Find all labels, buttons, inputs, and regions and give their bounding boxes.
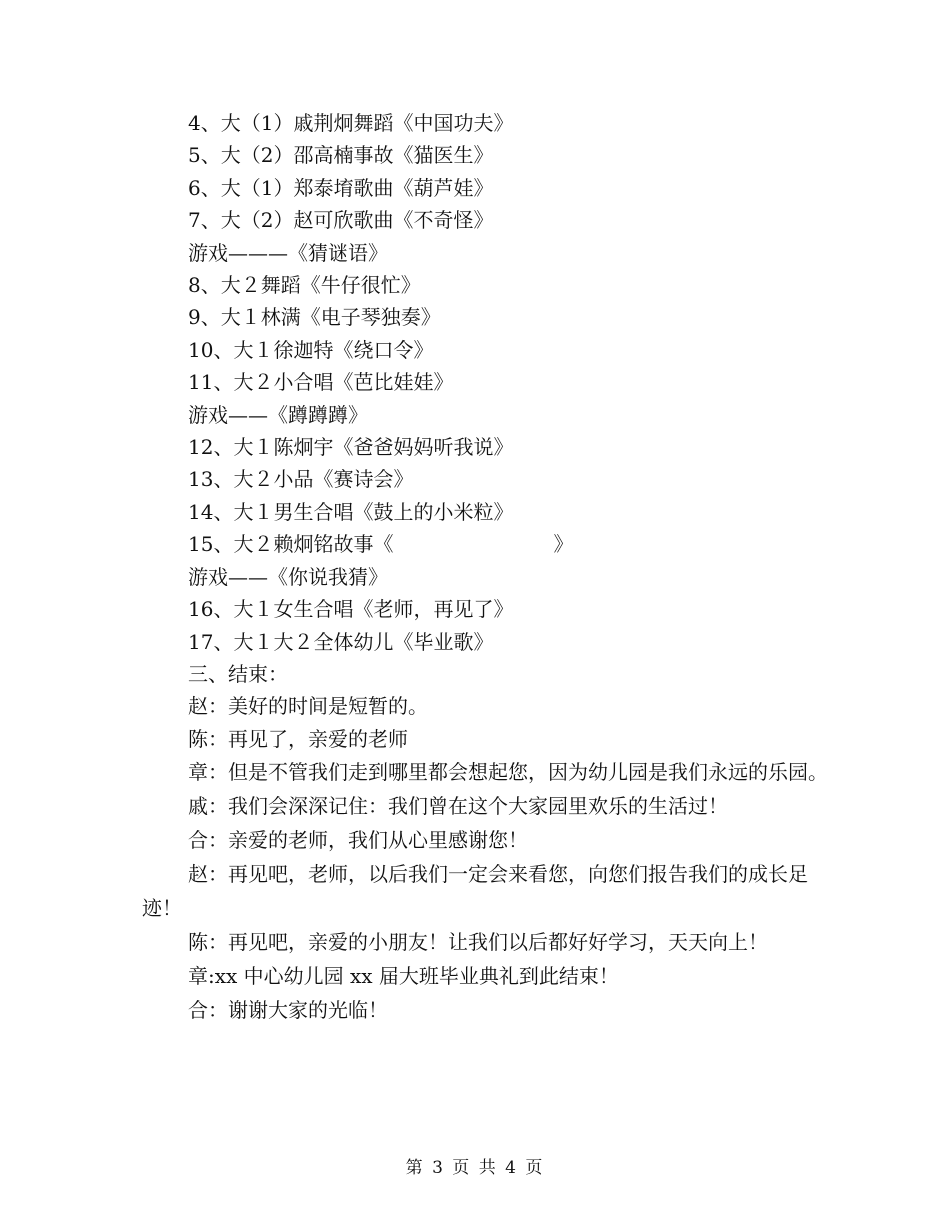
program-item: 7、大（2）赵可欣歌曲《不奇怪》 [188, 208, 494, 233]
dialogue-line: 赵：美好的时间是短暂的。 [188, 694, 428, 719]
program-item: 游戏——《你说我猜》 [188, 564, 388, 589]
program-item: 10、大１徐迦特《绕口令》 [188, 337, 434, 362]
program-item: 游戏———《猜谜语》 [188, 240, 388, 265]
section-heading: 三、结束： [188, 661, 288, 686]
program-item: 16、大１女生合唱《老师，再见了》 [188, 597, 514, 622]
dialogue-paragraph: 戚：我们会深深记住：我们曾在这个大家园里欢乐的生活过！ [188, 794, 728, 819]
document-body [142, 107, 842, 1027]
program-item: 12、大１陈炯宇《爸爸妈妈听我说》 [188, 435, 514, 460]
dialogue-paragraph: 章:xx 中心幼儿园 xx 届大班毕业典礼到此结束！ [188, 964, 619, 989]
dialogue-paragraph: 合：亲爱的老师，我们从心里感谢您！ [188, 828, 528, 853]
program-item: 14、大１男生合唱《鼓上的小米粒》 [188, 499, 514, 524]
program-item: 15、大２赖炯铭故事《 》 [188, 532, 574, 557]
program-item: 8、大２舞蹈《牛仔很忙》 [188, 273, 421, 298]
dialogue-line: 陈：再见了，亲爱的老师 [188, 726, 408, 751]
dialogue-paragraph: 陈：再见吧，亲爱的小朋友！让我们以后都好好学习，天天向上！ [188, 930, 768, 955]
dialogue-paragraph: 合：谢谢大家的光临！ [188, 998, 388, 1023]
program-item: 4、大（1）戚荆炯舞蹈《中国功夫》 [188, 111, 514, 135]
program-item: 5、大（2）邵高楠事故《猫医生》 [188, 143, 494, 168]
dialogue-paragraph: 赵：再见吧，老师，以后我们一定会来看您，向您们报告我们的成长足迹！ [142, 862, 808, 921]
program-item: 13、大２小品《赛诗会》 [188, 467, 414, 492]
dialogue-paragraph: 章：但是不管我们走到哪里都会想起您，因为幼儿园是我们永远的乐园。 [188, 760, 828, 785]
program-item: 9、大１林满《电子琴独奏》 [188, 305, 441, 330]
page-number-footer: 第 3 页 共 4 页 [405, 1158, 545, 1178]
program-item: 17、大１大２全体幼儿《毕业歌》 [188, 629, 494, 654]
program-item: 6、大（1）郑泰堉歌曲《葫芦娃》 [188, 175, 494, 200]
program-item: 11、大２小合唱《芭比娃娃》 [188, 370, 454, 395]
program-item: 游戏——《蹲蹲蹲》 [188, 402, 368, 427]
